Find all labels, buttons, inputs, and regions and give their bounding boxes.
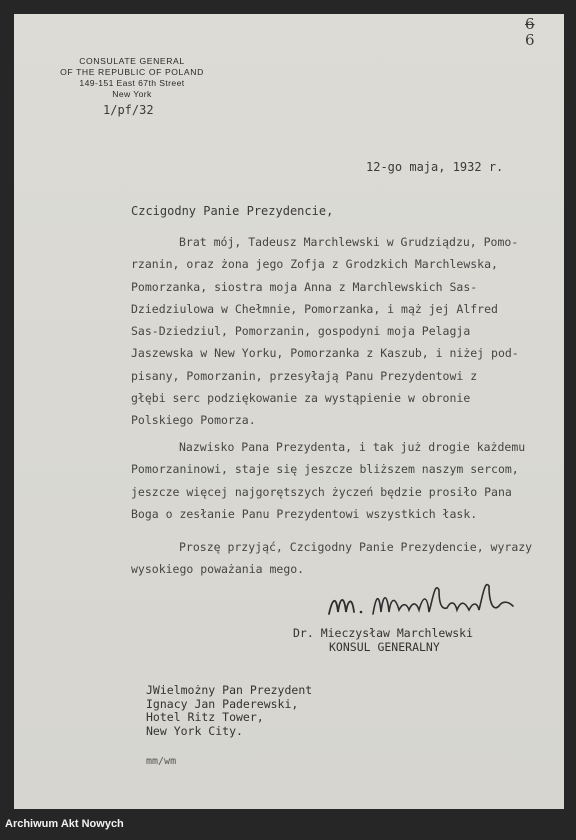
archival-folio-number: [525, 12, 535, 52]
paragraph-line: Pomorzanka, siostra moja Anna z Marchlewskich Sas-: [131, 279, 478, 294]
address-line: New York City.: [146, 723, 243, 738]
body-paragraph-1: [131, 231, 531, 432]
typist-initials: mm/wm: [146, 756, 177, 767]
paragraph-line: Dziedziulowa w Chełmnie, Pomorzanka, i mąż jej Alfred: [131, 301, 498, 316]
signer-name: Dr. Mieczysław Marchlewski: [293, 626, 474, 640]
salutation: Czcigodny Panie Prezydencie,: [131, 204, 334, 218]
paragraph-line: pisany, Pomorzanin, przesyłają Panu Prezydentowi z: [131, 368, 478, 383]
paragraph-line: Brat mój, Tadeusz Marchlewski w Grudziądzu, Pomo-: [179, 235, 519, 249]
paragraph-line: Jaszewska w New Yorku, Pomorzanka z Kaszub, i niżej pod-: [131, 346, 519, 361]
paragraph-line: Boga o zesłanie Panu Prezydentowi wszystkich łask.: [131, 506, 478, 521]
paragraph-line: Nazwisko Pana Prezydenta, i tak już drogie każdemu: [179, 440, 526, 454]
letter-date: 12-go maja, 1932 r.: [366, 160, 504, 174]
reference-number: 1/pf/32: [103, 103, 154, 117]
paragraph-line: Pomorzaninowi, staje się jeszcze bliższem naszym sercom,: [131, 462, 519, 477]
paragraph-line: wysokiego poważania mego.: [131, 562, 305, 577]
address-line: Ignacy Jan Paderewski,: [146, 696, 299, 711]
archive-watermark-label: Archiwum Akt Nowych: [5, 818, 124, 830]
letterhead-address: 149-151 East 67th Street: [79, 78, 185, 88]
letterhead-line-2: OF THE REPUBLIC OF POLAND: [60, 67, 204, 77]
letterhead-line-1: CONSULATE GENERAL: [79, 56, 185, 66]
address-line: JWielmożny Pan Prezydent: [146, 683, 313, 697]
body-paragraph-2: [131, 436, 531, 525]
address-line: Hotel Ritz Tower,: [146, 710, 264, 724]
signer-block: [293, 626, 473, 654]
paragraph-line: Proszę przyjąć, Czcigodny Panie Prezydencie, wyrazy: [179, 540, 533, 554]
paragraph-line: głębi serc podziękowanie za wystąpienie w obronie: [131, 391, 471, 406]
recipient-address: [146, 684, 312, 738]
letterhead-city: New York: [112, 89, 152, 99]
letterhead: [52, 56, 212, 100]
paragraph-line: Sas-Dziedziul, Pomorzanin, gospodyni moja Pelagja: [131, 324, 471, 339]
handwritten-signature: [323, 572, 543, 628]
folio-mark-upper: 6: [525, 15, 535, 33]
paragraph-line: Polskiego Pomorza.: [131, 413, 256, 428]
folio-mark: 6: [525, 31, 535, 49]
signer-title: KONSUL GENERALNY: [329, 640, 440, 654]
paragraph-line: rzanin, oraz żona jego Zofja z Grodzkich Marchlewska,: [131, 257, 498, 272]
paragraph-line: jeszcze więcej najgorętszych życzeń będzie prosiło Pana: [131, 484, 512, 499]
